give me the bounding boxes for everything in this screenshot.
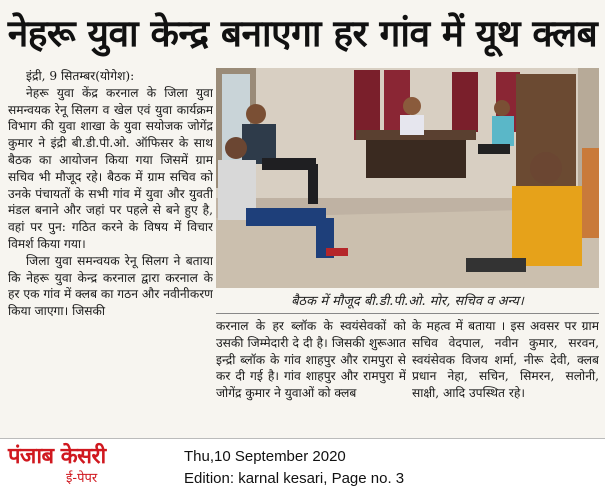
article-column-1 <box>8 68 213 436</box>
meeting-photo-graphic <box>216 68 599 288</box>
article-paragraph-3: करनाल के हर ब्लॉक के स्वयंसेवकों को उसकी जिम्मेदारी दे दी है। जिसकी शुरूआत इन्द्री ब्लॉक के गांव शाहपुर और रामपुरा से कर दी गई है। गांव शाहपुर और रामपुरा में जोगेंद्र कुमार ने युवाओं को क्लब <box>216 319 406 401</box>
punjab-kesari-logo: पंजाब केसरी <box>8 444 106 469</box>
epaper-footer <box>0 438 605 494</box>
article-paragraph-4: के महत्व में बताया । इस अवसर पर ग्राम सचिव वेदपाल, नवीन कुमार, सरवन, स्वयंसेवक विजय शर्मा, नीरू देवी, क्लब प्रधान नेहा, सचिन, सिमरन, सलोनी, साक्षी, आदि उपस्थित रहे। <box>412 319 599 401</box>
edition-info: Edition: karnal kesari, Page no. 3 <box>184 470 405 487</box>
article-column-3 <box>412 318 599 436</box>
photo-caption: बैठक में मौजूद बी.डी.पी.ओ. मोर, सचिव व अन्य। <box>216 291 599 314</box>
headline: नेहरू युवा केन्द्र बनाएगा हर गांव में यूथ क्लब <box>7 12 598 55</box>
dateline: इंद्री, 9 सितम्बर(योगेश): <box>26 69 135 83</box>
article-paragraph-2: जिला युवा समन्वयक रेनू सिलग ने बताया कि नेहरू युवा केन्द्र करनाल द्वारा करनाल के हर एक गांव में क्लब का गठन और नवीनीकरण किया जाएगा। जिसकी <box>8 253 213 319</box>
epaper-label: ई-पेपर <box>66 471 98 486</box>
publication-date: Thu,10 September 2020 <box>184 448 346 465</box>
article-paragraph-1: नेहरू युवा केंद्र करनाल के जिला युवा समन्वयक रेनू सिलग व खेल एवं युवा कार्यक्रम विभाग की युवा शाखा के युवा सयोजक जोगेंद्र कुमार ने इंद्री बी.डी.पी.ओ. ऑफिसर के साथ बैठक का आयोजन किया गया जिसमें ग्राम सचिव भी मौजूद रहे। बैठक में ग्राम सचिव को उनके पंचायतों के सभी गांव में युवा और युवती मंडल बनाने और जहां पर पहले से बने हुए है, वहां पर पुन: गठित करने के विषय में विचार विमर्श किया गया। <box>8 85 213 251</box>
meeting-photo <box>216 68 599 288</box>
article-column-2 <box>216 318 406 436</box>
